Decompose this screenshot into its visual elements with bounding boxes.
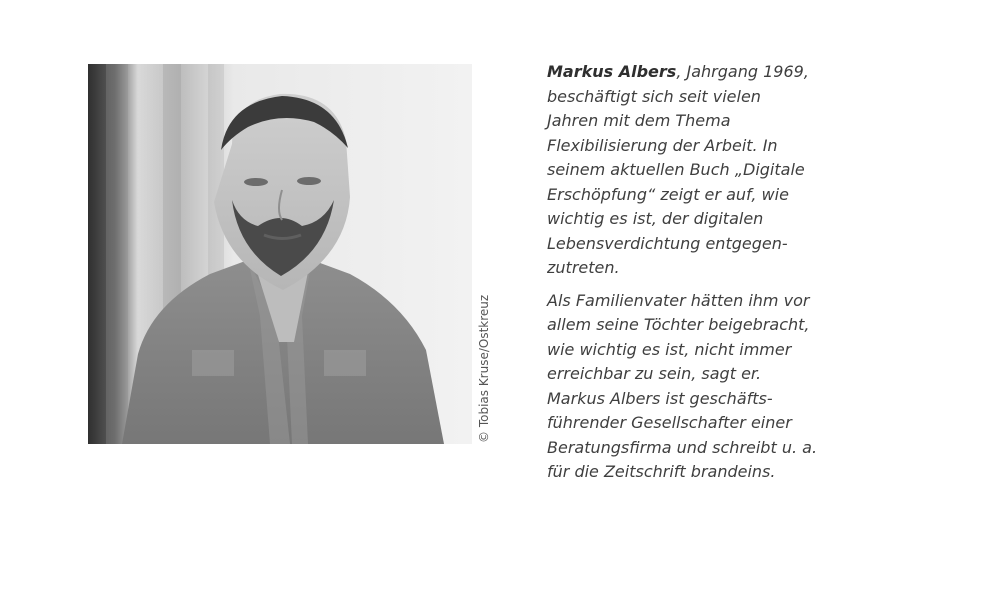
bio-paragraph-1 [547,60,827,281]
bio-paragraph-2 [547,289,827,485]
bio-line: Jahren mit dem Thema [547,111,731,130]
bio-line: erreichbar zu sein, sagt er. [547,364,762,383]
bio-line: wichtig es ist, der digitalen [547,209,764,228]
bio-line: für die Zeitschrift brandeins. [547,462,776,481]
bio-line: Erschöpfung“ zeigt er auf, wie [547,184,789,204]
bio-line: seinem aktuellen Buch „Digitale [547,160,805,179]
bio-line: Markus Albers ist geschäfts- [547,388,773,408]
bio-line: allem seine Töchter beigebracht, [547,315,810,334]
author-name: Markus Albers [547,62,677,81]
author-bio [547,60,827,485]
bio-line: wie wichtig es ist, nicht immer [547,339,792,359]
photo-credit: © Tobias Kruse/Ostkreuz [477,294,491,443]
bio-line: Lebensverdichtung entgegen- [547,233,788,253]
author-photo [88,64,472,444]
bio-line [547,60,827,85]
bio-line: führender Gesellschafter einer [547,413,792,432]
bio-line: beschäftigt sich seit vielen [547,86,761,106]
bio-line: Beratungsfirma und schreibt u. a. [547,437,818,457]
bio-line: Als Familienvater hätten ihm vor [547,290,810,310]
bio-line: Flexibilisierung der Arbeit. In [547,135,778,155]
bio-line-text: , Jahrgang 1969, [676,62,809,81]
bio-line: zutreten. [547,258,620,277]
